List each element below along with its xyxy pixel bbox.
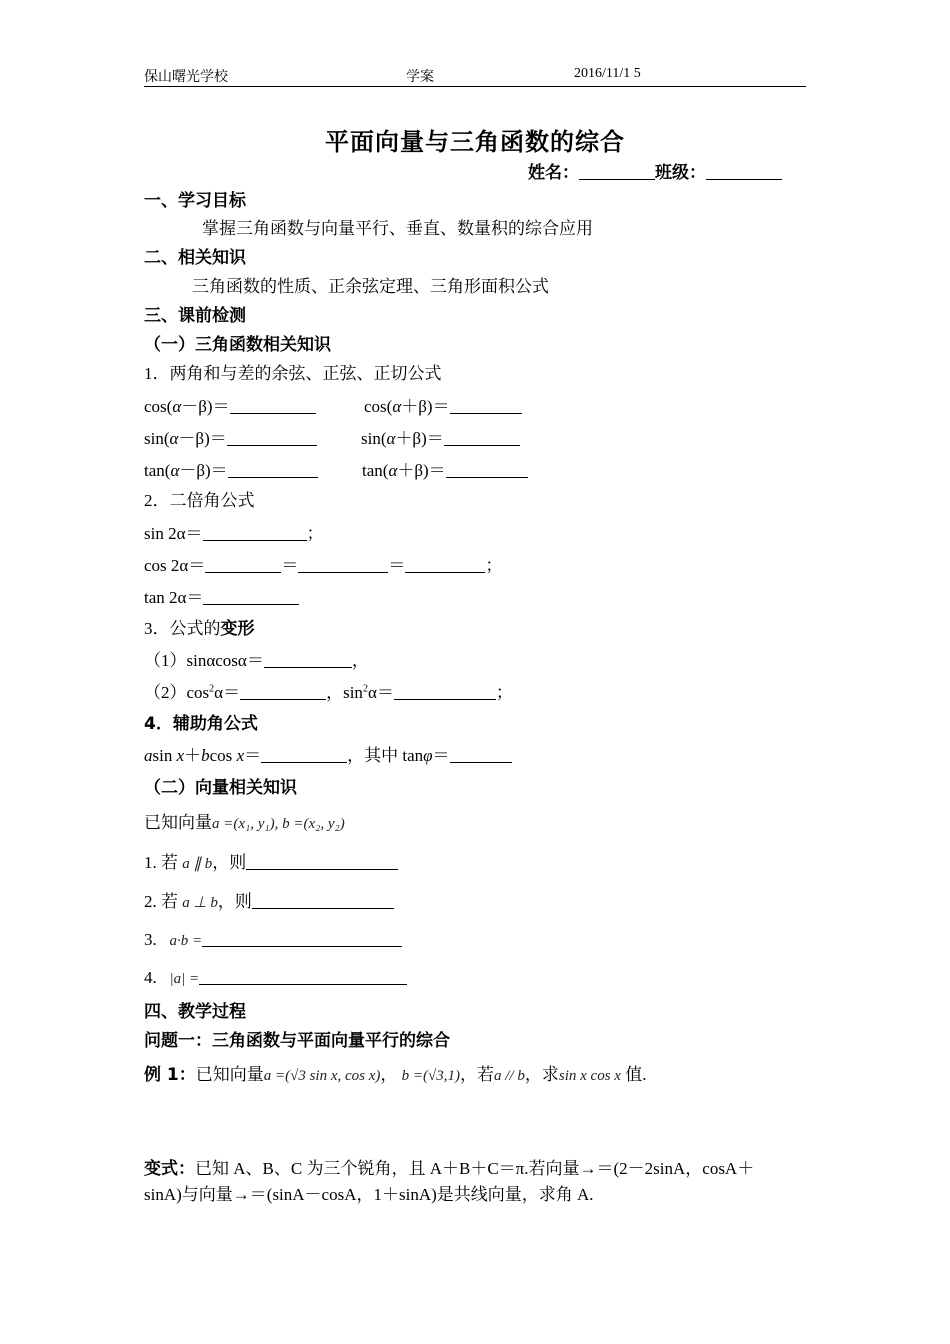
answer-blank[interactable] (450, 397, 522, 414)
formula-text: ＋β)＝ (395, 429, 444, 448)
formula-row (144, 555, 502, 577)
doc-type: 学案 (406, 70, 434, 85)
formula-text: cos (209, 746, 237, 765)
answer-blank[interactable] (450, 746, 512, 763)
formula-text: ， (351, 651, 369, 670)
vector-question (144, 891, 394, 914)
item-title-text: 3．公式的 (144, 619, 221, 638)
vector-text: 1. 若 (144, 853, 178, 872)
formula-text: α＝ (214, 683, 241, 702)
formula-text: tan 2α＝ (144, 588, 204, 607)
formula-text: －β)＝ (181, 397, 230, 416)
formula-text: sin( (361, 429, 387, 448)
formula-var: α (386, 429, 396, 448)
class-label: 班级： (655, 163, 706, 183)
section-heading: 三、课前检测 (144, 306, 246, 326)
formula-text: －β)＝ (179, 461, 228, 480)
example-text: ， (380, 1065, 398, 1084)
formula-var: α (392, 397, 402, 416)
formula-var: φ (423, 746, 433, 765)
example-label: 例 1： (144, 1065, 196, 1085)
formula-text: α＝ (367, 683, 394, 702)
formula-text: sin (152, 746, 177, 765)
variant-text: 已知 A、B、C 为三个锐角，且 A＋B＋C＝π.若向量→＝(2－2sinA，cosA＋ (195, 1159, 755, 1178)
formula-text: ； (495, 683, 513, 702)
problem-heading: 问题一：三角函数与平面向量平行的综合 (144, 1031, 450, 1051)
formula-text: ＝ (432, 746, 450, 765)
formula-var: x (176, 746, 185, 765)
vector-text: 已知向量 (144, 813, 212, 832)
answer-blank[interactable] (252, 892, 394, 909)
vector-math: a ⊥ b (182, 895, 218, 911)
formula-row (144, 745, 512, 767)
formula-text: sin (343, 683, 363, 702)
variant-label: 变式： (144, 1159, 195, 1179)
exponent: 2 (209, 683, 215, 695)
vector-math: a =(x₁, y₁), b =(x₂, y₂) (212, 816, 345, 832)
formula-row (144, 460, 318, 482)
doc-date: 2016/11/1 5 (574, 66, 641, 81)
formula-text: ＝ (244, 746, 262, 765)
section-heading: 四、教学过程 (144, 1002, 246, 1022)
answer-blank[interactable] (202, 930, 402, 947)
name-blank[interactable] (579, 163, 655, 180)
subsection-heading: （一）三角函数相关知识 (144, 335, 331, 355)
name-label: 姓名： (528, 163, 579, 183)
formula-row (144, 682, 513, 704)
vector-math: a·b = (169, 933, 203, 949)
formula-text: ＝ (281, 556, 299, 575)
formula-row (361, 428, 520, 450)
answer-blank[interactable] (199, 968, 407, 985)
answer-blank[interactable] (444, 429, 520, 446)
example-text: 已知向量 (195, 1065, 264, 1084)
vector-question (144, 852, 398, 875)
formula-text: tan( (144, 461, 171, 480)
section-text: 掌握三角函数与向量平行、垂直、数量积的综合应用 (202, 219, 593, 238)
answer-blank[interactable] (203, 524, 307, 541)
section-text: 三角函数的性质、正余弦定理、三角形面积公式 (192, 277, 549, 296)
vector-text: ，则 (212, 853, 247, 872)
formula-row (362, 460, 528, 482)
page-header (144, 66, 806, 87)
class-blank[interactable] (706, 163, 782, 180)
example-math: a // b (494, 1068, 525, 1084)
formula-text: ； (485, 556, 503, 575)
vector-math: a ∥ b (182, 856, 213, 872)
vector-text: 3. (144, 930, 157, 949)
formula-row (144, 587, 299, 609)
vector-question (144, 929, 402, 952)
formula-var: b (201, 746, 210, 765)
formula-text: （2）cos (144, 683, 210, 702)
vector-math: |a| = (169, 971, 200, 987)
answer-blank[interactable] (446, 461, 528, 478)
answer-blank[interactable] (240, 683, 326, 700)
formula-text: tan( (362, 461, 389, 480)
formula-var: α (169, 429, 179, 448)
formula-text: ＋β)＝ (401, 397, 450, 416)
item-title: 1．两角和与差的余弦、正弦、正切公式 (144, 364, 442, 383)
example-text: ，求 (524, 1065, 559, 1084)
section-heading: 二、相关知识 (144, 248, 246, 268)
formula-text: cos 2α＝ (144, 556, 206, 575)
formula-var: α (170, 461, 180, 480)
formula-text: ＝ (388, 556, 406, 575)
formula-text: ； (306, 524, 324, 543)
vector-text: 4. (144, 968, 157, 987)
vector-text: ，则 (217, 892, 252, 911)
formula-row (364, 396, 522, 418)
formula-text: （1）sinαcosα＝ (144, 651, 264, 670)
school-name: 保山曙光学校 (144, 70, 228, 85)
vector-def (144, 812, 345, 835)
formula-text: sin( (144, 429, 170, 448)
example-math: sin x cos x (558, 1068, 621, 1084)
answer-blank[interactable] (205, 556, 281, 573)
answer-blank[interactable] (246, 853, 398, 870)
answer-blank[interactable] (264, 651, 352, 668)
section-heading: 一、学习目标 (144, 191, 246, 211)
example-text: ，若 (460, 1065, 495, 1084)
answer-blank[interactable] (203, 588, 299, 605)
answer-blank[interactable] (228, 461, 318, 478)
page-title: 平面向量与三角函数的综合 (325, 128, 625, 156)
answer-blank[interactable] (230, 397, 316, 414)
answer-blank[interactable] (261, 746, 347, 763)
item-title (144, 618, 255, 640)
subsection-heading: （二）向量相关知识 (144, 778, 297, 798)
formula-var: x (236, 746, 245, 765)
example-text: 值. (625, 1065, 647, 1084)
item-title: 2．二倍角公式 (144, 491, 255, 510)
formula-row (144, 650, 369, 672)
item-title: 4．辅助角公式 (144, 714, 258, 734)
formula-text: cos( (144, 397, 173, 416)
formula-text: ，其中 tan (347, 746, 424, 765)
formula-text: ＋ (184, 746, 202, 765)
answer-blank[interactable] (394, 683, 496, 700)
variant-line-1 (144, 1158, 754, 1180)
formula-row (144, 396, 316, 418)
answer-blank[interactable] (405, 556, 485, 573)
formula-text: cos( (364, 397, 393, 416)
answer-blank[interactable] (298, 556, 388, 573)
formula-var: α (388, 461, 398, 480)
formula-var: α (172, 397, 182, 416)
formula-row (144, 523, 324, 545)
student-info (528, 162, 782, 184)
formula-row (144, 428, 317, 450)
formula-var: a (144, 746, 153, 765)
formula-text: －β)＝ (178, 429, 227, 448)
example-math: a =(√3 sin x, cos x) (263, 1068, 381, 1084)
example-math: b =(√3,1) (401, 1068, 461, 1084)
answer-blank[interactable] (227, 429, 317, 446)
vector-question (144, 967, 407, 990)
formula-text: ， (326, 683, 344, 702)
exponent: 2 (362, 683, 368, 695)
vector-text: 2. 若 (144, 892, 178, 911)
variant-line-2: sinA)与向量→＝(sinA－cosA，1＋sinA)是共线向量，求角 A. (144, 1185, 594, 1204)
example-1 (144, 1064, 646, 1087)
formula-text: ＋β)＝ (397, 461, 446, 480)
item-title-text: 变形 (220, 619, 255, 639)
formula-text: sin 2α＝ (144, 524, 203, 543)
